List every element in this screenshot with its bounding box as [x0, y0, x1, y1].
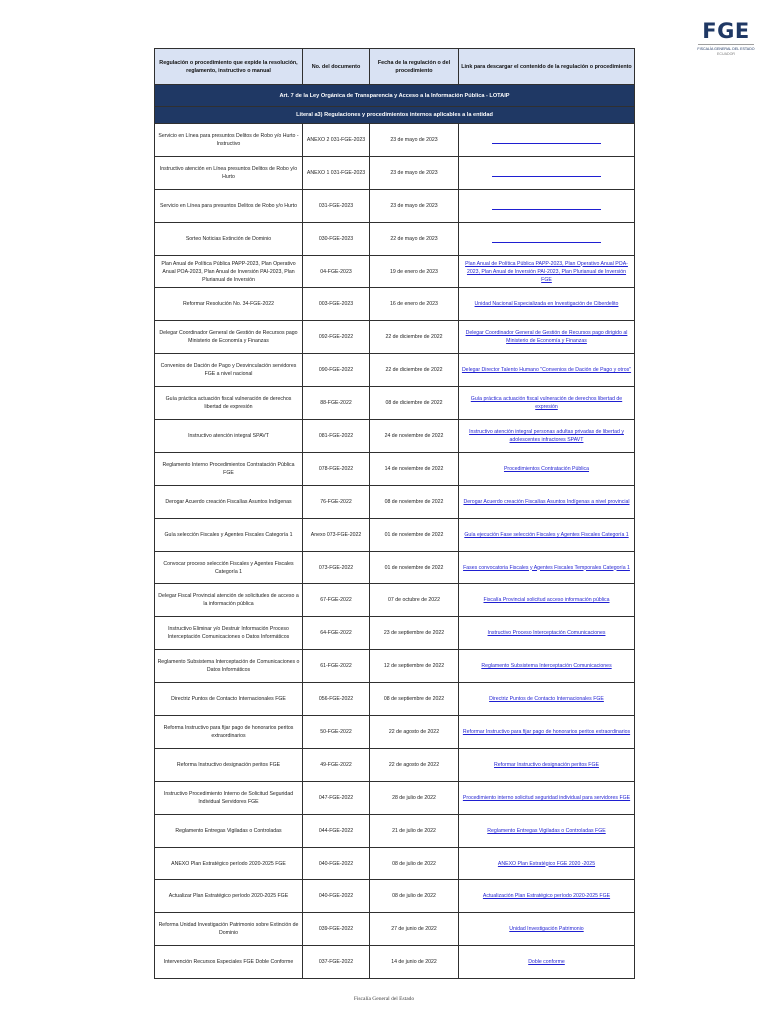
doc-number-cell: 047-FGE-2022 — [303, 781, 370, 814]
table-row — [155, 551, 635, 584]
table-row — [155, 189, 635, 222]
download-link-cell[interactable]: Instructivo Proceso Interceptación Comunicaciones — [459, 617, 635, 650]
regulation-cell: Delegar Coordinador General de Gestión de Recursos pago Ministerio de Economía y Finanzas — [155, 321, 303, 354]
download-link-cell[interactable]: Reformar Instructivo designación peritos FGE — [459, 748, 635, 781]
doc-number-cell: 092-FGE-2022 — [303, 321, 370, 354]
date-cell: 16 de enero de 2023 — [370, 288, 459, 321]
regulation-cell: Reglamento Interno Procedimientos Contratación Pública FGE — [155, 452, 303, 485]
regulation-cell: Convocar proceso selección Fiscales y Agentes Fiscales Categoría 1 — [155, 551, 303, 584]
doc-number-cell: 50-FGE-2022 — [303, 716, 370, 749]
date-cell: 22 de agosto de 2022 — [370, 748, 459, 781]
table-row — [155, 650, 635, 683]
doc-number-cell: 037-FGE-2022 — [303, 946, 370, 979]
download-link-cell[interactable] — [459, 222, 635, 255]
download-link-cell[interactable] — [459, 156, 635, 189]
date-cell: 01 de noviembre de 2022 — [370, 518, 459, 551]
doc-number-cell: 61-FGE-2022 — [303, 650, 370, 683]
table-title-block — [155, 85, 635, 124]
date-cell: 22 de diciembre de 2022 — [370, 321, 459, 354]
download-link-cell[interactable]: Procedimiento interno solicitud seguridad individual para servidores FGE — [459, 781, 635, 814]
header-link: Link para descargar el contenido de la regulación o procedimiento — [459, 49, 635, 85]
download-link-cell[interactable]: Unidad Nacional Especializada en Investigación de Ciberdelito — [459, 288, 635, 321]
doc-number-cell: Anexo 073-FGE-2022 — [303, 518, 370, 551]
doc-number-cell: 044-FGE-2022 — [303, 814, 370, 847]
doc-number-cell: 056-FGE-2022 — [303, 683, 370, 716]
regulation-cell: Instructivo atención integral SPAVT — [155, 420, 303, 453]
date-cell: 14 de noviembre de 2022 — [370, 452, 459, 485]
download-link-cell[interactable]: Procedimientos Contratación Pública — [459, 452, 635, 485]
download-link-cell[interactable]: Delegar Coordinador General de Gestión de Recursos pago dirigido al Ministerio de Economía y Finanzas — [459, 321, 635, 354]
date-cell: 19 de enero de 2023 — [370, 255, 459, 288]
doc-number-cell: 49-FGE-2022 — [303, 748, 370, 781]
doc-number-cell: 64-FGE-2022 — [303, 617, 370, 650]
table-row — [155, 288, 635, 321]
regulation-cell: Instructivo Eliminar y/o Destruir Información Proceso Interceptación Comunicaciones o Datos Informáticos — [155, 617, 303, 650]
download-link-cell[interactable]: Reglamento Subsistema Interceptación Comunicaciones — [459, 650, 635, 683]
lotaip-table — [154, 48, 635, 979]
doc-number-cell: 04-FGE-2023 — [303, 255, 370, 288]
header-date: Fecha de la regulación o del procedimiento — [370, 49, 459, 85]
date-cell: 07 de octubre de 2022 — [370, 584, 459, 617]
regulation-cell: ANEXO Plan Estratégico período 2020-2025 FGE — [155, 847, 303, 880]
doc-number-cell: 039-FGE-2022 — [303, 913, 370, 946]
table-row — [155, 880, 635, 913]
regulation-cell: Actualizar Plan Estratégico período 2020-2025 FGE — [155, 880, 303, 913]
logo-subtitle: FISCALÍA GENERAL DEL ESTADO — [697, 47, 755, 51]
date-cell: 21 de julio de 2022 — [370, 814, 459, 847]
table-row — [155, 814, 635, 847]
table-row — [155, 946, 635, 979]
doc-number-cell: 073-FGE-2022 — [303, 551, 370, 584]
doc-number-cell: 078-FGE-2022 — [303, 452, 370, 485]
date-cell: 23 de septiembre de 2022 — [370, 617, 459, 650]
download-link-cell[interactable]: Guía ejecución Fase selección Fiscales y Agentes Fiscales Categoría 1 — [459, 518, 635, 551]
date-cell: 22 de diciembre de 2022 — [370, 354, 459, 387]
date-cell: 08 de diciembre de 2022 — [370, 387, 459, 420]
regulation-cell: Directriz Puntos de Contacto Internacionales FGE — [155, 683, 303, 716]
table-row — [155, 485, 635, 518]
empty-link-underline[interactable] — [492, 201, 601, 210]
regulation-cell: Reglamento Entregas Vigiladas o Controladas — [155, 814, 303, 847]
date-cell: 23 de mayo de 2023 — [370, 124, 459, 157]
table-title: Art. 7 de la Ley Orgánica de Transparencia y Acceso a la Información Pública - LOTAIP — [155, 85, 635, 107]
download-link-cell[interactable] — [459, 124, 635, 157]
table-title-row — [155, 85, 635, 107]
regulation-cell: Servicio en Línea para presuntos Delitos de Robo y/o Hurto — [155, 189, 303, 222]
date-cell: 08 de julio de 2022 — [370, 880, 459, 913]
doc-number-cell: 090-FGE-2022 — [303, 354, 370, 387]
regulation-cell: Reforma Unidad Investigación Patrimonio sobre Extinción de Dominio — [155, 913, 303, 946]
regulation-cell: Reglamento Subsistema Interceptación de Comunicaciones o Datos Informáticos — [155, 650, 303, 683]
date-cell: 14 de junio de 2022 — [370, 946, 459, 979]
date-cell: 22 de mayo de 2023 — [370, 222, 459, 255]
doc-number-cell: 88-FGE-2022 — [303, 387, 370, 420]
regulation-cell: Plan Anual de Política Pública PAPP-2023, Plan Operativo Anual POA-2023, Plan Anual de Inversión PAI-2023, Plan Plurianual de Inversión — [155, 255, 303, 288]
download-link-cell[interactable]: Fiscalía Provincial solicitud acceso información pública — [459, 584, 635, 617]
date-cell: 01 de noviembre de 2022 — [370, 551, 459, 584]
doc-number-cell: ANEXO 1 031-FGE-2023 — [303, 156, 370, 189]
table-row — [155, 683, 635, 716]
download-link-cell[interactable]: Directriz Puntos de Contacto Internacionales FGE — [459, 683, 635, 716]
download-link-cell[interactable]: Instructivo atención integral personas adultas privadas de libertad y adolescentes infractores SPAVT — [459, 420, 635, 453]
regulation-cell: Instructivo atención en Línea presuntos Delitos de Robo y/o Hurto — [155, 156, 303, 189]
table-row — [155, 913, 635, 946]
date-cell: 08 de noviembre de 2022 — [370, 485, 459, 518]
date-cell: 23 de mayo de 2023 — [370, 189, 459, 222]
regulation-cell: Guía práctica actuación fiscal vulneración de derechos libertad de expresión — [155, 387, 303, 420]
table-subtitle: Literal a3) Regulaciones y procedimientos internos aplicables a la entidad — [155, 107, 635, 124]
regulation-cell: Convenios de Dación de Pago y Desvinculación servidores FGE a nivel nacional — [155, 354, 303, 387]
table-row — [155, 321, 635, 354]
table-row — [155, 584, 635, 617]
header-regulation: Regulación o procedimiento que expide la resolución, reglamento, instructivo o manual — [155, 49, 303, 85]
empty-link-underline[interactable] — [492, 168, 601, 177]
doc-number-cell: 081-FGE-2022 — [303, 420, 370, 453]
date-cell: 28 de julio de 2022 — [370, 781, 459, 814]
page-footer: Fiscalía General del Estado — [353, 996, 415, 1002]
doc-number-cell: 031-FGE-2023 — [303, 189, 370, 222]
table-subtitle-row — [155, 107, 635, 124]
table-row — [155, 387, 635, 420]
download-link-cell[interactable]: Unidad Investigación Patrimonio — [459, 913, 635, 946]
regulation-cell: Intervención Recursos Especiales FGE Doble Conforme — [155, 946, 303, 979]
table-row — [155, 255, 635, 288]
table-row — [155, 354, 635, 387]
table-row — [155, 222, 635, 255]
table-row — [155, 847, 635, 880]
fge-logo — [696, 20, 756, 62]
regulation-cell: Delegar Fiscal Provincial atención de solicitudes de acceso a la información pública — [155, 584, 303, 617]
date-cell: 08 de septiembre de 2022 — [370, 683, 459, 716]
download-link-cell[interactable]: Reformar Instructivo para fijar pago de honorarios peritos extraordinarios — [459, 716, 635, 749]
table-row — [155, 452, 635, 485]
regulation-cell: Derogar Acuerdo creación Fiscalías Asuntos Indígenas — [155, 485, 303, 518]
download-link-cell[interactable]: Derogar Acuerdo creación Fiscalías Asuntos Indígenas a nivel provincial — [459, 485, 635, 518]
regulation-cell: Servicio en Línea para presuntos Delitos de Robo y/o Hurto - Instructivo — [155, 124, 303, 157]
regulation-cell: Sorteo Noticias Extinción de Dominio — [155, 222, 303, 255]
regulation-cell: Reforma Instructivo para fijar pago de honorarios peritos extraordinarios — [155, 716, 303, 749]
date-cell: 23 de mayo de 2023 — [370, 156, 459, 189]
table-row — [155, 748, 635, 781]
date-cell: 24 de noviembre de 2022 — [370, 420, 459, 453]
date-cell: 08 de julio de 2022 — [370, 847, 459, 880]
empty-link-underline[interactable] — [492, 234, 601, 243]
table-row — [155, 781, 635, 814]
doc-number-cell: 003-FGE-2023 — [303, 288, 370, 321]
table-row — [155, 617, 635, 650]
download-link-cell[interactable]: Fases convocatoria Fiscales y Agentes Fiscales Temporales Categoría 1 — [459, 551, 635, 584]
logo-country: ECUADOR — [717, 52, 735, 56]
download-link-cell[interactable]: Doble conforme — [459, 946, 635, 979]
table-row — [155, 124, 635, 157]
table-row — [155, 716, 635, 749]
logo-divider — [698, 44, 754, 45]
table-row — [155, 518, 635, 551]
table-row — [155, 420, 635, 453]
logo-text: FGE — [702, 19, 750, 43]
date-cell: 22 de agosto de 2022 — [370, 716, 459, 749]
doc-number-cell: 67-FGE-2022 — [303, 584, 370, 617]
doc-number-cell: ANEXO 2 031-FGE-2023 — [303, 124, 370, 157]
empty-link-underline[interactable] — [492, 135, 601, 144]
regulation-cell: Reforma Instructivo designación peritos FGE — [155, 748, 303, 781]
download-link-cell[interactable]: Guía práctica actuación fiscal vulneración de derechos libertad de expresión — [459, 387, 635, 420]
date-cell: 27 de junio de 2022 — [370, 913, 459, 946]
download-link-cell[interactable]: Delegar Director Talento Humano "Convenios de Dación de Pago y otros" — [459, 354, 635, 387]
table-body — [155, 124, 635, 979]
download-link-cell[interactable]: Reglamento Entregas Vigiladas o Controladas FGE — [459, 814, 635, 847]
download-link-cell[interactable]: Plan Anual de Política Pública PAPP-2023, Plan Operativo Anual POA-2023, Plan Anual de Inversión PAI-2023, Plan Plurianual de Inversión FGE — [459, 255, 635, 288]
table-header-row — [155, 49, 635, 85]
download-link-cell[interactable]: ANEXO Plan Estratégico FGE 2020 -2025 — [459, 847, 635, 880]
header-doc-number: No. del documento — [303, 49, 370, 85]
doc-number-cell: 030-FGE-2023 — [303, 222, 370, 255]
regulation-cell: Reformar Resolución No. 34-FGE-2022 — [155, 288, 303, 321]
doc-number-cell: 76-FGE-2022 — [303, 485, 370, 518]
regulation-cell: Guía selección Fiscales y Agentes Fiscales Categoría 1 — [155, 518, 303, 551]
doc-number-cell: 040-FGE-2022 — [303, 847, 370, 880]
doc-number-cell: 040-FGE-2022 — [303, 880, 370, 913]
table-row — [155, 156, 635, 189]
download-link-cell[interactable] — [459, 189, 635, 222]
date-cell: 12 de septiembre de 2022 — [370, 650, 459, 683]
download-link-cell[interactable]: Actualización Plan Estratégico período 2020-2025 FGE — [459, 880, 635, 913]
regulation-cell: Instructivo Procedimiento Interno de Solicitud Seguridad Individual Servidores FGE — [155, 781, 303, 814]
